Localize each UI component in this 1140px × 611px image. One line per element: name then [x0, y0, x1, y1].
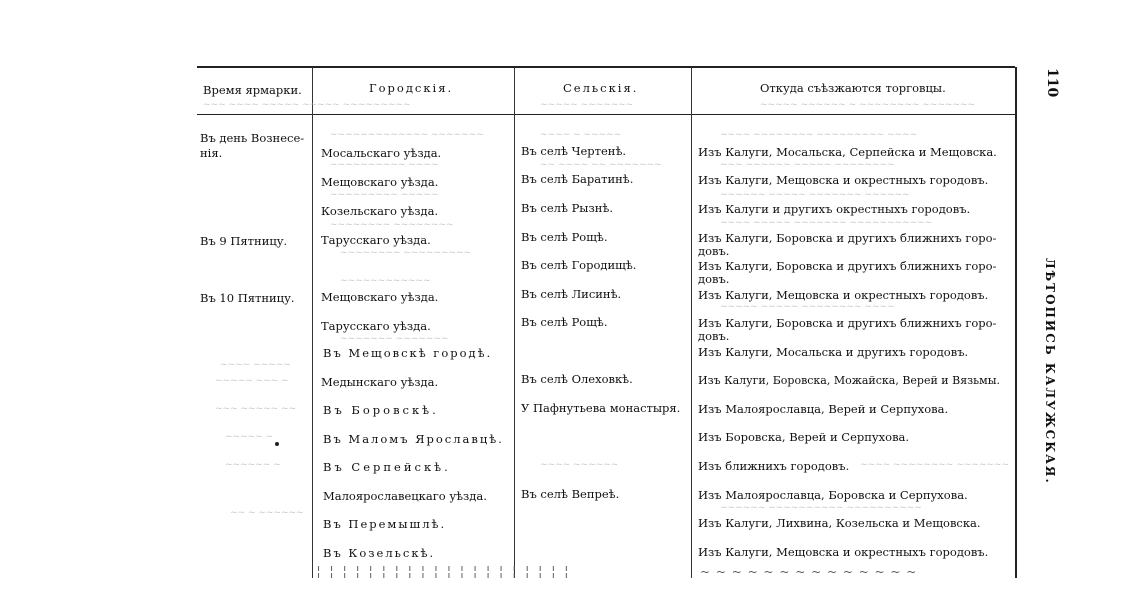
- row-10-origin: Изъ Малоярославца, Верей и Серпухова.: [698, 402, 949, 416]
- row-4-origin-line-1: Изъ Калуги, Боровска и другихъ ближнихъ горо-: [698, 231, 997, 245]
- row-1-urban: Мосальскаго уѣзда.: [321, 146, 442, 160]
- bleed-through-marks: ~~~~ ~~~~~~~~ ~~~~~~~~~ ~~~~: [720, 130, 918, 140]
- row-3-rural: Въ селѣ Рызнѣ.: [521, 201, 613, 215]
- row-8-urban: Въ Мещовскѣ городѣ.: [323, 346, 493, 360]
- bleed-through-marks: ╎ ╎ ╎ ╎ ╎ ╎ ╎ ╎ ╎ ╎ ╎ ╎ ╎ ╎ ╎ ╎ ╎ ╎ ╎ ╎: [315, 565, 571, 579]
- bleed-through-marks: ~~~~~~ ~~~~~ ~~~~~~~ ~~~~~~: [720, 190, 910, 200]
- row-12-origin: Изъ ближнихъ городовъ.: [698, 459, 850, 473]
- row-8-origin: Изъ Калуги, Мосальска и другихъ городовъ.: [698, 345, 969, 359]
- row-7-urban: Тарусскаго уѣзда.: [321, 319, 431, 333]
- row-11-urban: Въ Маломъ Ярославцѣ.: [323, 432, 504, 446]
- bleed-through-marks: ~~~~~~~~~~~~~ ~~~~~~~: [330, 130, 484, 140]
- bleed-through-marks: ~~~~~ ~~~~~~ ~ ~~~~~~~~ ~~~~~~~: [760, 100, 976, 110]
- row-10-rural: У Пафнутьева монастыря.: [521, 401, 681, 415]
- bleed-through-marks: ~~~~~ ~~~~~~~: [540, 100, 634, 110]
- row-7-rural: Въ селѣ Рощѣ.: [521, 315, 608, 329]
- column-divider-2: [514, 67, 515, 578]
- bleed-through-marks: ~~~~~~~ ~~~~~~~: [340, 334, 449, 344]
- bleed-through-marks: ~~~~~~~~~ ~~~~~: [330, 190, 439, 200]
- row-15-origin: Изъ Калуги, Мещовска и окрестныхъ городовъ.: [698, 545, 989, 559]
- row-9-rural: Въ селѣ Олеховкѣ.: [521, 372, 633, 386]
- bleed-through-marks: ~~~~ ~~~~~~~~ ~~~~~~~: [860, 460, 1010, 470]
- bleed-through-marks: ~~~~~~ ~~~~~~~~~~ ~~~~~~~~~~: [720, 503, 922, 513]
- row-6-time: Въ 10 Пятницу.: [200, 291, 295, 305]
- bleed-through-marks: ~~~ ~~~~~ ~~: [215, 404, 297, 414]
- row-4-origin-line-2: довъ.: [698, 244, 730, 258]
- table-top-rule: [197, 66, 1015, 68]
- page-number: 110: [1044, 68, 1060, 98]
- row-13-urban: Малоярославецкаго уѣзда.: [323, 489, 487, 503]
- ink-spot: [275, 442, 279, 446]
- bleed-through-marks: ~ ~ ~ ~ ~ ~ ~ ~ ~ ~ ~ ~ ~ ~: [700, 565, 918, 579]
- row-4-urban: Тарусскаго уѣзда.: [321, 233, 431, 247]
- row-10-urban: Въ Боровскѣ.: [323, 403, 439, 417]
- bleed-through-marks: ~~~ ~~~~ ~~~~~ ~~~~~ ~~~~~~~~~: [203, 100, 411, 110]
- bleed-through-marks: ~~~~~ ~: [225, 432, 274, 442]
- row-15-urban: Въ Козельскѣ.: [323, 546, 436, 560]
- row-13-rural: Въ селѣ Вепреѣ.: [521, 487, 620, 501]
- bleed-through-marks: ~~~~~~ ~: [225, 460, 281, 470]
- bleed-through-marks: ~~~~~~~~ ~~~~~~~~~: [340, 248, 472, 258]
- row-6-urban: Мещовскаго уѣзда.: [321, 290, 439, 304]
- table-right-border: [1015, 67, 1017, 578]
- header-time: Время ярмарки.: [203, 83, 302, 97]
- row-4-time: Въ 9 Пятницу.: [200, 234, 288, 248]
- row-7-origin-line-1: Изъ Калуги, Боровска и другихъ ближнихъ горо-: [698, 316, 997, 330]
- column-divider-3: [691, 67, 692, 578]
- bleed-through-marks: ~~~~ ~~~~~: [220, 360, 291, 370]
- row-1-rural: Въ селѣ Чертенѣ.: [521, 144, 627, 158]
- row-4-rural: Въ селѣ Рощѣ.: [521, 230, 608, 244]
- row-5-rural: Въ селѣ Городищѣ.: [521, 258, 637, 272]
- row-5-origin-line-1: Изъ Калуги, Боровска и другихъ ближнихъ горо-: [698, 259, 997, 273]
- bleed-through-marks: ~~~~~ ~~~~~ ~~~~~~~~ ~~~~: [720, 302, 895, 312]
- header-bottom-rule: [197, 114, 1015, 115]
- row-2-urban: Мещовскаго уѣзда.: [321, 175, 439, 189]
- bleed-through-marks: ~~~~ ~ ~~~~~: [540, 130, 622, 140]
- bleed-through-marks: ~~~~ ~~~~~ ~~~~~~~ ~~~~~~~~~~~: [720, 218, 933, 228]
- row-6-rural: Въ селѣ Лисинѣ.: [521, 287, 622, 301]
- bleed-through-marks: ~~~~~~~~~~ ~~~~: [330, 160, 439, 170]
- row-14-urban: Въ Перемышлѣ.: [323, 517, 447, 531]
- bleed-through-marks: ~~~~ ~~~~~~: [540, 460, 619, 470]
- row-1-time-line-1: Въ день Вознесе-: [200, 131, 305, 145]
- row-12-urban: Въ Серпейскѣ.: [323, 460, 451, 474]
- row-11-origin: Изъ Боровска, Верей и Серпухова.: [698, 430, 910, 444]
- header-rural: Сельскія.: [563, 81, 639, 95]
- bleed-through-marks: ~~ ~~~~ ~~ ~~~~~~~: [540, 160, 662, 170]
- header-origin: Откуда съѣзжаются торговцы.: [760, 81, 946, 95]
- row-2-rural: Въ селѣ Баратинѣ.: [521, 172, 634, 186]
- bleed-through-marks: ~~~ ~~~~~~ ~~~~~ ~~~~~~~~: [720, 160, 895, 170]
- row-2-origin: Изъ Калуги, Мещовска и окрестныхъ городовъ.: [698, 173, 989, 187]
- row-1-time-line-2: нія.: [200, 146, 223, 160]
- row-3-origin: Изъ Калуги и другихъ окрестныхъ городовъ.: [698, 202, 971, 216]
- row-9-origin: Изъ Калуги, Боровска, Можайска, Верей и Вязьмы.: [698, 374, 1000, 387]
- header-urban: Городскія.: [369, 81, 454, 95]
- row-5-origin-line-2: довъ.: [698, 272, 730, 286]
- bleed-through-marks: ~~~~~~~~~~~~: [340, 276, 431, 286]
- bleed-through-marks: ~~~~~~~~ ~~~~~~~~: [330, 220, 454, 230]
- row-14-origin: Изъ Калуги, Лихвина, Козельска и Мещовска.: [698, 516, 981, 530]
- column-divider-1: [312, 67, 313, 578]
- row-3-urban: Козельскаго уѣзда.: [321, 204, 439, 218]
- bleed-through-marks: ~~~~~ ~~~ ~: [215, 376, 289, 386]
- row-6-origin: Изъ Калуги, Мещовска и окрестныхъ городовъ.: [698, 288, 989, 302]
- row-7-origin-line-2: довъ.: [698, 329, 730, 343]
- row-13-origin: Изъ Малоярославца, Боровска и Серпухова.: [698, 488, 968, 502]
- row-1-origin: Изъ Калуги, Мосальска, Серпейска и Мещовска.: [698, 145, 997, 159]
- bleed-through-marks: ~~ ~ ~~~~~~: [230, 508, 304, 518]
- running-head: ЛѢТОПИСЬ КАЛУЖСКАЯ.: [1043, 258, 1057, 485]
- row-9-urban: Медынскаго уѣзда.: [321, 375, 439, 389]
